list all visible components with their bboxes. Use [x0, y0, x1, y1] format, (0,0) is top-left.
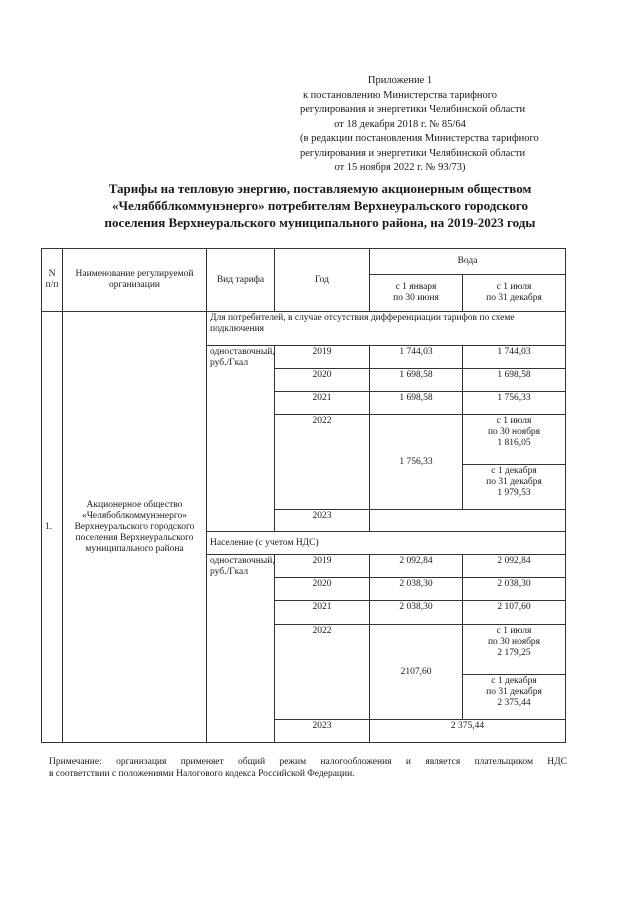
subperiod-value: 1 979,53 [497, 488, 531, 498]
appendix-line: (в редакции постановления Министерства тарифного [300, 133, 539, 144]
year-cell: 2022 [275, 625, 370, 720]
value-cell: 2 092,84 [370, 555, 463, 578]
org-line: поселения Верхнеуральского [75, 532, 194, 543]
value-cell: 1 756,33 [463, 392, 566, 415]
subperiod-line: с 1 декабря [491, 676, 537, 686]
value-cell: 2 038,30 [463, 578, 566, 601]
value-cell-subperiod [463, 465, 566, 510]
subperiod-value: 2 179,25 [497, 648, 531, 658]
appendix-header [300, 74, 539, 176]
value-cell-subperiod [463, 675, 566, 720]
table-header-row [42, 249, 566, 275]
header-period-line: по 30 июня [393, 293, 439, 303]
appendix-line: от 15 ноября 2022 г. № 93/73) [334, 162, 466, 173]
header-org [63, 249, 207, 312]
year-cell: 2019 [275, 346, 370, 369]
value-cell-subperiod [463, 625, 566, 675]
subperiod-line: с 1 июля [496, 626, 532, 636]
header-period-2 [463, 275, 566, 312]
header-num-line: N [48, 269, 56, 279]
value-cell [370, 510, 566, 532]
appendix-line: Приложение 1 [367, 75, 433, 86]
tariff-type: одноставочный, руб./Гкал [207, 555, 275, 743]
value-cell: 1 698,58 [370, 369, 463, 392]
org-line: Верхнеуральского городского [74, 521, 195, 532]
year-cell: 2019 [275, 555, 370, 578]
tariff-table [41, 248, 566, 743]
value-cell: 1 756,33 [370, 415, 463, 510]
value-cell: 2 375,44 [370, 720, 566, 743]
value-cell: 2 092,84 [463, 555, 566, 578]
subperiod-value: 2 375,44 [497, 698, 531, 708]
subperiod-line: с 1 декабря [491, 466, 537, 476]
year-cell: 2023 [275, 510, 370, 532]
header-period-1 [370, 275, 463, 312]
value-cell-subperiod [463, 415, 566, 465]
header-period-line: с 1 июля [496, 282, 532, 292]
year-cell: 2022 [275, 415, 370, 510]
value-cell: 2107,60 [370, 625, 463, 720]
value-cell: 2 038,30 [370, 578, 463, 601]
value-cell: 1 698,58 [370, 392, 463, 415]
value-cell: 1 744,03 [370, 346, 463, 369]
org-line: муниципального района [85, 543, 184, 554]
appendix-line: от 18 декабря 2018 г. № 85/64 [334, 118, 466, 130]
header-period-line: по 31 декабря [486, 293, 542, 303]
appendix-line: регулирования и энергетики Челябинской области [300, 104, 526, 115]
value-cell: 2 107,60 [463, 601, 566, 625]
organization-name [63, 312, 207, 743]
tariff-type: одноставочный, руб./Гкал [207, 346, 275, 532]
header-tariff-type: Вид тарифа [207, 249, 275, 312]
header-org-line: организации [108, 280, 160, 290]
subperiod-value: 1 816,05 [497, 438, 531, 448]
subperiod-line: по 30 ноября [487, 637, 541, 647]
section-title: Для потребителей, в случае отсутствия дифференциации тарифов по схеме подключения [207, 312, 566, 346]
header-period-line: с 1 января [395, 282, 437, 292]
footnote-line: в соответствии с положениями Налогового кодекса Российской Федерации. [49, 769, 355, 779]
year-cell: 2021 [275, 392, 370, 415]
header-org-line: Наименование регулируемой [75, 269, 194, 279]
subperiod-line: с 1 июля [496, 416, 532, 426]
appendix-line: регулирования и энергетики Челябинской области [300, 147, 526, 159]
footnote [49, 756, 567, 780]
org-line: Акционерное общество [86, 499, 183, 510]
year-cell: 2020 [275, 369, 370, 392]
org-line: «Челябоблкоммунэнерго» [81, 510, 188, 521]
header-num [42, 249, 63, 312]
year-cell: 2023 [275, 720, 370, 743]
value-cell: 2 038,30 [370, 601, 463, 625]
document-title [40, 180, 600, 231]
value-cell: 1 744,03 [463, 346, 566, 369]
title-line: «Челяббблкоммунэнерго» потребителям Верхнеуральского городского [112, 198, 528, 213]
section-row [42, 312, 566, 346]
title-line: Тарифы на тепловую энергию, поставляемую акционерным обществом [108, 181, 532, 196]
header-year: Год [275, 249, 370, 312]
footnote-line: Примечание: организация применяет общий режим налогообложения и является плательщиком НДС [49, 757, 567, 767]
appendix-line: к постановлению Министерства тарифного [302, 89, 498, 101]
row-number: 1. [42, 312, 63, 743]
title-line: поселения Верхнеуральского муниципального района, на 2019-2023 годы [104, 215, 536, 230]
section-title: Население (с учетом НДС) [207, 532, 566, 555]
value-cell: 1 698,58 [463, 369, 566, 392]
subperiod-line: по 31 декабря [486, 687, 542, 697]
subperiod-line: по 31 декабря [486, 477, 542, 487]
year-cell: 2020 [275, 578, 370, 601]
subperiod-line: по 30 ноября [487, 427, 541, 437]
year-cell: 2021 [275, 601, 370, 625]
header-water: Вода [370, 249, 566, 275]
header-num-line: п/п [45, 280, 59, 290]
